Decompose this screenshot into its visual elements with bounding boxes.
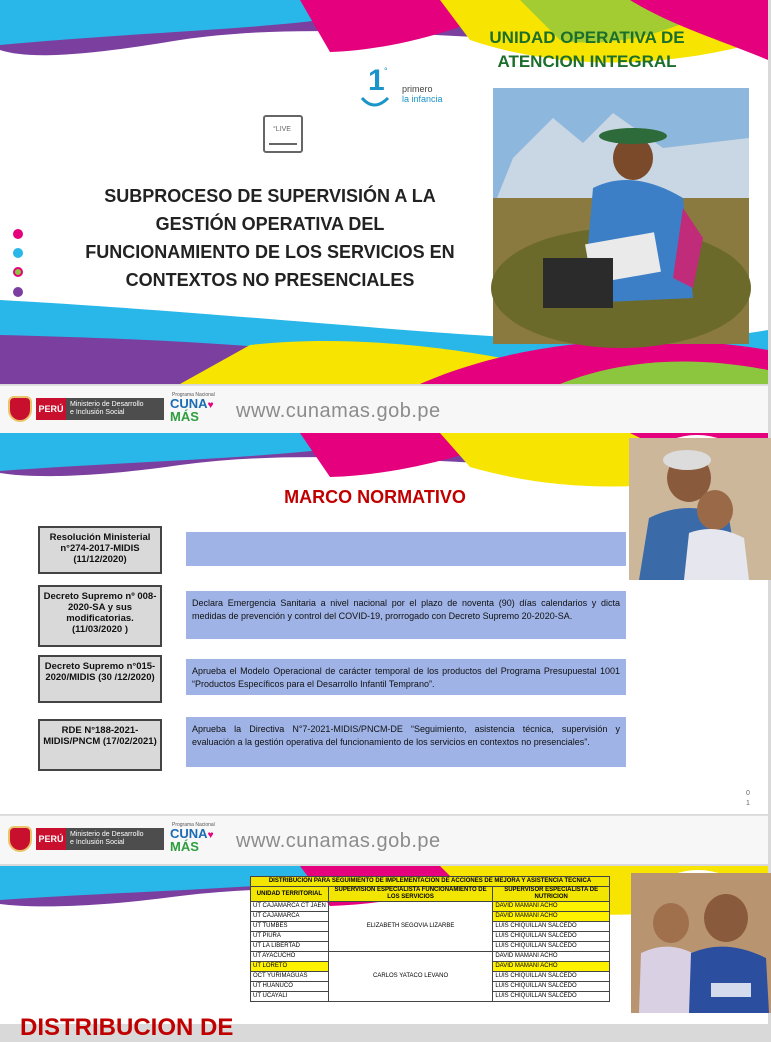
slide-cover [0,0,768,384]
table-cell: UT CAJAMARCA [251,912,329,922]
table-cell: UT CAJAMARCA CT JAEN [251,902,329,912]
cuna-mas-logo: CUNA♥ MÁS [170,396,214,424]
table-cell: UT PIURA [251,932,329,942]
program-label: Programa Nacional [172,392,215,398]
instagram-icon[interactable] [13,267,23,277]
column-header: UNIDAD TERRITORIAL [251,887,329,902]
mother-child-photo [490,85,746,341]
table-cell: UT LA LIBERTAD [251,942,329,952]
table-cell: UT AYACUCHO [251,952,329,962]
table-cell: UT HUANUCO [251,982,329,992]
table-cell: DAVID MAMANI ACHO [493,902,610,912]
law-box-3: Decreto Supremo n°015-2020/MIDIS (30 /12/2020) [38,655,162,703]
law-box-1: Resolución Ministerial n°274-2017-MIDIS (11/12/2020) [38,526,162,574]
law-box-2: Decreto Supremo nº 008-2020-SA y sus modificatorias. (11/03/2020 ) [38,585,162,647]
slide-title: MARCO NORMATIVO [284,487,466,507]
slide-distribucion [0,866,768,1041]
slide-title: DISTRIBUCION DE [20,1014,234,1041]
footer-bar [0,815,768,864]
table-cell: DAVID MAMANI ACHO [493,952,610,962]
youtube-icon[interactable] [13,287,23,297]
table-cell: LUIS CHIQUILLAN SALCEDO [493,932,610,942]
website-url[interactable]: www.cunamas.gob.pe [236,830,441,852]
law-description-3: Aprueba el Modelo Operacional de carácter temporal de los productos del Programa Presupuestal 1001 “Productos Específicos para el Desarrollo Infantil Temprano”. [186,659,626,695]
facebook-icon[interactable] [13,229,23,239]
table-cell: LUIS CHIQUILLAN SALCEDO [493,972,610,982]
cuna-mas-logo: CUNA♥ MÁS [170,826,214,854]
program-label: Programa Nacional [172,822,215,828]
page-number: 0 1 [746,790,750,807]
father-child-photo [626,435,768,577]
law-description-1 [186,532,626,566]
primero-la-infancia-logo: 1 ° primero la infancia [356,64,456,112]
table-cell: DAVID MAMANI ACHO [493,912,610,922]
table-cell: ELIZABETH SEGOVIA LIZARBE [328,902,493,952]
table-cell: CARLOS YATACO LEVANO [328,952,493,1002]
table-cell: UT TUMBES [251,922,329,932]
law-description-4: Aprueba la Directiva N°7-2021-MIDIS/PNCM-DE “Seguimiento, asistencia técnica, supervisión y evaluación a la gestión operativa del funcionamiento de los servicios en contextos no presenciales”. [186,717,626,767]
table-cell: UT UCAYALI [251,992,329,1002]
peru-label: PERÚ [36,828,66,850]
table-title: DISTRIBUCION PARA SEGUIMIENTO DE IMPLEMENTACION DE ACCIONES DE MEJORA Y ASISTENCIA TECNICA [251,877,610,887]
table-row [251,952,610,962]
table-row [251,902,610,912]
table-cell: LUIS CHIQUILLAN SALCEDO [493,942,610,952]
slide-marco-normativo [0,433,768,814]
table-cell: LUIS CHIQUILLAN SALCEDO [493,922,610,932]
law-box-4: RDE N°188-2021-MIDIS/PNCM (17/02/2021) [38,719,162,771]
column-header: SUPERVISION ESPECIALISTA FUNCIONAMIENTO DE LOS SERVICIOS [328,887,493,902]
table-cell: UT LORETO [251,962,329,972]
column-header: SUPERVISOR ESPECIALISTA DE NUTRICION [493,887,610,902]
ministry-label: Ministerio de Desarrollo e Inclusión Social [66,828,164,850]
table-cell: OCT YURIMAGUAS [251,972,329,982]
table-cell: DAVID MAMANI ACHO [493,962,610,972]
law-description-2: Declara Emergencia Sanitaria a nivel nacional por el plazo de noventa (90) días calendarios y dicta medidas de prevención y control del COVID-19, prorrogado con Decreto Supremo 20-2020-SA. [186,591,626,639]
footer-bar [0,385,768,434]
mother-baby-photo [628,870,768,1010]
slide-title: SUBPROCESO DE SUPERVISIÓN A LA GESTIÓN OPERATIVA DEL FUNCIONAMIENTO DE LOS SERVICIOS EN CONTEXTOS NO PRESENCIALES [85,186,455,290]
twitter-icon[interactable] [13,248,23,258]
ministry-label: Ministerio de Desarrollo e Inclusión Social [66,398,164,420]
peru-crest-icon [8,826,32,852]
distribution-table [250,876,610,1002]
website-url[interactable]: www.cunamas.gob.pe [236,400,441,422]
live-monitor-icon: °LIVE [263,115,303,153]
table-cell: LUIS CHIQUILLAN SALCEDO [493,992,610,1002]
peru-crest-icon [8,396,32,422]
unit-title: UNIDAD OPERATIVA DE ATENCION INTEGRAL [489,28,685,71]
peru-label: PERÚ [36,398,66,420]
table-cell: LUIS CHIQUILLAN SALCEDO [493,982,610,992]
